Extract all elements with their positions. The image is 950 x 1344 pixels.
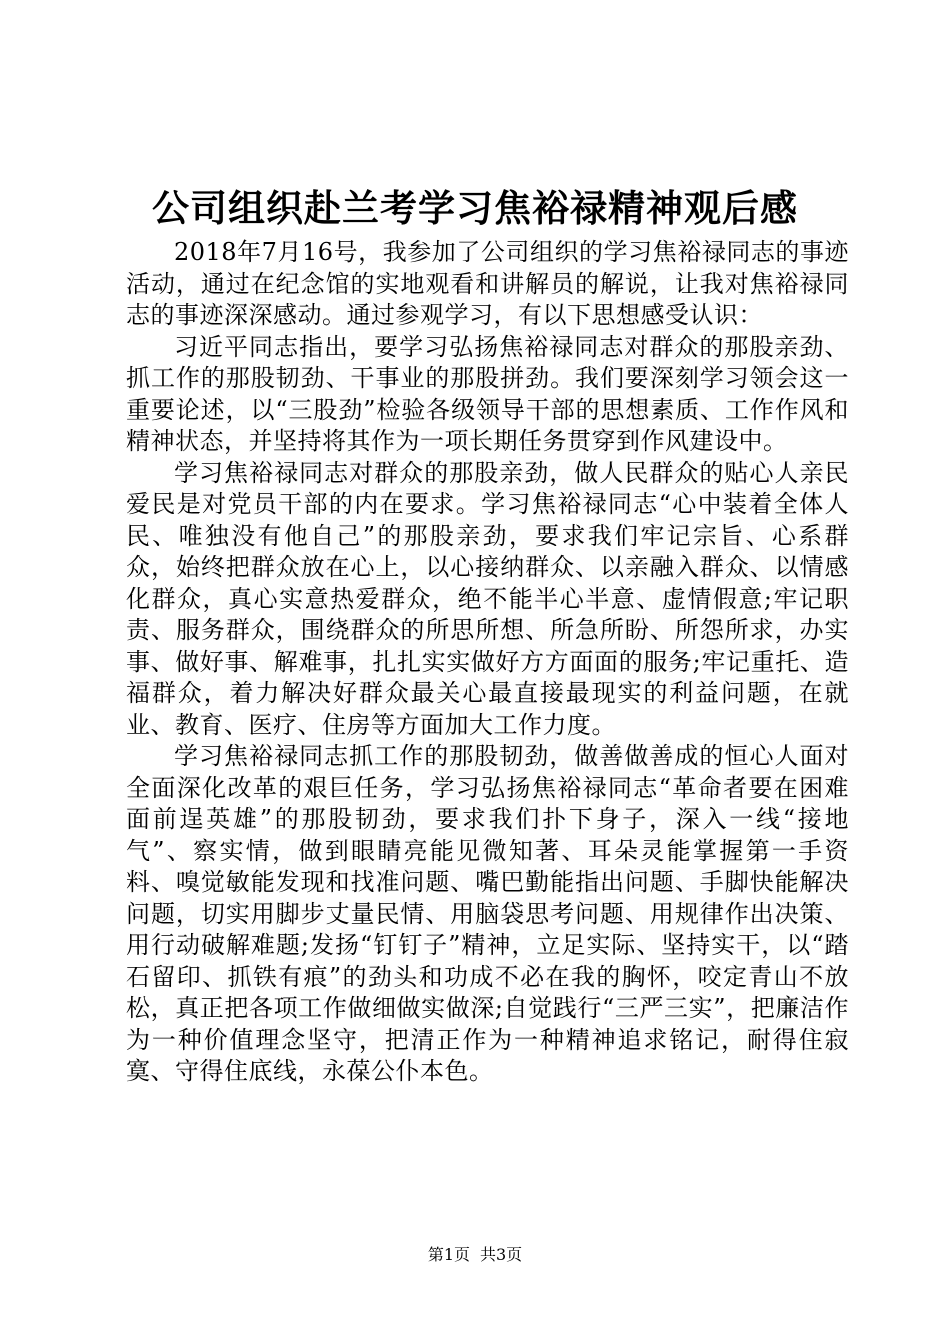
document-title: 公司组织赴兰考学习焦裕禄精神观后感 <box>152 186 798 230</box>
paragraph-closeness: 学习焦裕禄同志对群众的那股亲劲，做人民群众的贴心人亲民爱民是对党员干部的内在要求。学习焦裕禄同志“心中装着全体人民、唯独没有他自己”的那股亲劲，要求我们牢记宗旨、心系群众，始终把群众放在心上，以心接纳群众、以亲融入群众、以情感化群众，真心实意热爱群众，绝不能半心半意、虚情假意;牢记职责、服务群众，围绕群众的所思所想、所急所盼、所怨所求，办实事、做好事、解难事，扎扎实实做好方方面面的服务;牢记重托、造福群众，着力解决好群众最关心最直接最现实的利益问题，在就业、教育、医疗、住房等方面加大工作力度。 <box>126 458 849 739</box>
paragraph-quote: 习近平同志指出，要学习弘扬焦裕禄同志对群众的那股亲劲、抓工作的那股韧劲、干事业的那股拼劲。我们要深刻学习领会这一重要论述，以“三股劲”检验各级领导干部的思想素质、工作作风和精神状态，并坚持将其作为一项长期任务贯穿到作风建设中。 <box>126 332 849 455</box>
paragraph-tenacity: 学习焦裕禄同志抓工作的那股韧劲，做善做善成的恒心人面对全面深化改革的艰巨任务，学习弘扬焦裕禄同志“革命者要在困难面前逞英雄”的那股韧劲，要求我们扑下身子，深入一线“接地气”、察实情，做到眼睛亮能见微知著、耳朵灵能掌握第一手资料、嗅觉敏能发现和找准问题、嘴巴勤能指出问题、手脚快能解决问题，切实用脚步丈量民情、用脑袋思考问题、用规律作出决策、用行动破解难题;发扬“钉钉子”精神，立足实际、坚持实干，以“踏石留印、抓铁有痕”的劲头和功成不必在我的胸怀，咬定青山不放松，真正把各项工作做细做实做深;自觉践行“三严三实”，把廉洁作为一种价值理念坚守，把清正作为一种精神追求铭记，耐得住寂寞、守得住底线，永葆公仆本色。 <box>126 742 849 1085</box>
page-number: 第1页 <box>427 1245 470 1264</box>
document-body <box>126 237 849 1088</box>
page-footer <box>0 1245 950 1265</box>
page-total: 共3页 <box>480 1245 523 1264</box>
paragraph-intro: 2018年7月16号，我参加了公司组织的学习焦裕禄同志的事迹活动，通过在纪念馆的实地观看和讲解员的解说，让我对焦裕禄同志的事迹深深感动。通过参观学习，有以下思想感受认识： <box>126 238 849 329</box>
